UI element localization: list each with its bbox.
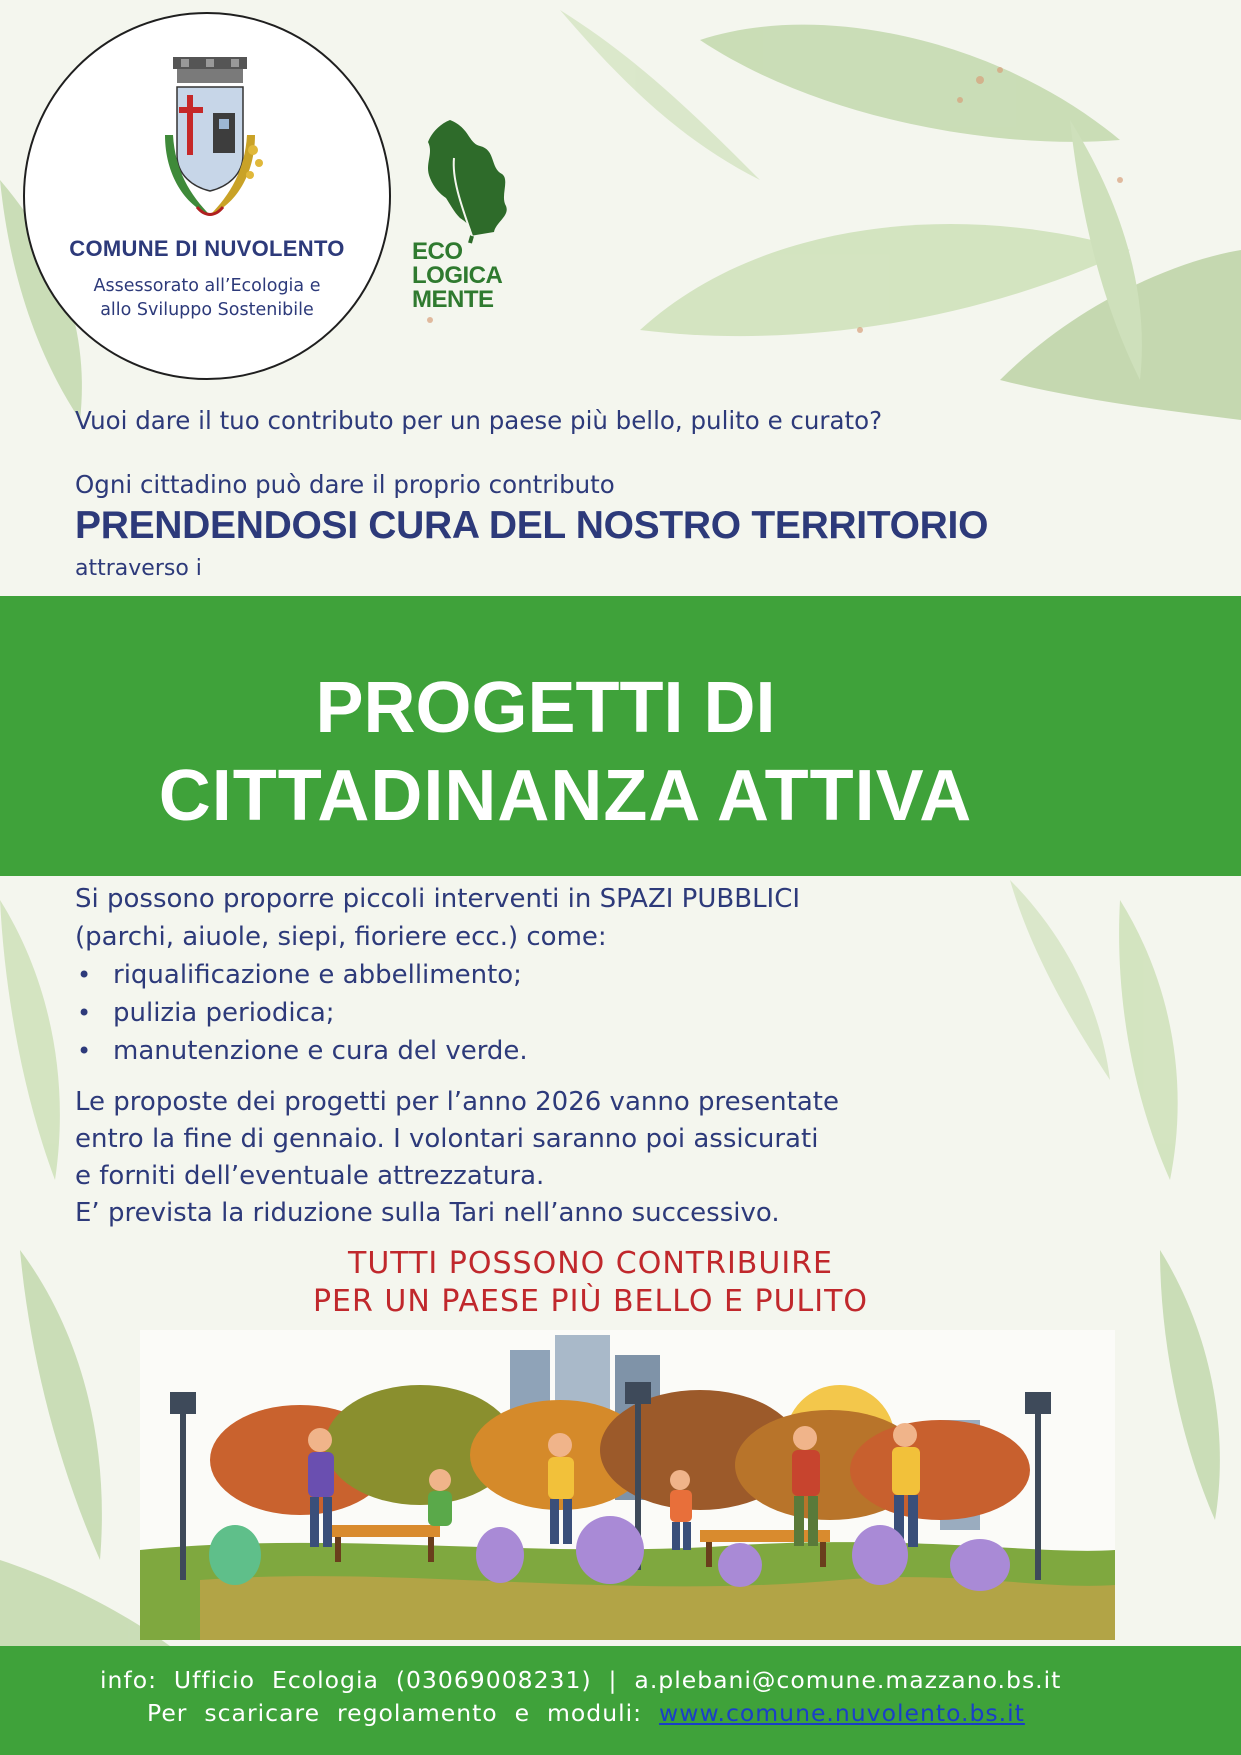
body-text bbox=[75, 880, 1175, 1232]
footer-download: Per scaricare regolamento e moduli: www.comune.nuvolento.bs.it bbox=[147, 1699, 1025, 1727]
list-item: • manutenzione e cura del verde. bbox=[75, 1032, 1175, 1070]
list-item: • riqualificazione e abbellimento; bbox=[75, 956, 1175, 994]
intro-attraverso: attraverso i bbox=[75, 556, 202, 581]
ecologicamente-wordmark: ECO LOGICA MENTE bbox=[412, 238, 503, 313]
banner-title bbox=[0, 664, 1241, 840]
footer-info: info: Ufficio Ecologia (03069008231) | a.plebani@comune.mazzano.bs.it bbox=[100, 1666, 1062, 1694]
banner-title-line2: CITTADINANZA ATTIVA bbox=[158, 756, 973, 836]
banner-title-line1: PROGETTI DI bbox=[315, 668, 776, 748]
intervention-list bbox=[75, 956, 1175, 1070]
body-lead-1: Si possono proporre piccoli interventi in SPAZI PUBBLICI bbox=[75, 884, 801, 914]
call-to-action: TUTTI POSSONO CONTRIBUIRE PER UN PAESE PIÙ BELLO E PULITO bbox=[312, 1246, 869, 1319]
volunteers-cleaning-park-illustration bbox=[140, 1330, 1115, 1640]
intro-question: Vuoi dare il tuo contributo per un paese più bello, pulito e curato? bbox=[75, 406, 883, 435]
intro-line: Ogni cittadino può dare il proprio contributo bbox=[75, 470, 615, 499]
coat-of-arms-icon bbox=[135, 55, 285, 225]
website-link[interactable]: www.comune.nuvolento.bs.it bbox=[659, 1699, 1025, 1727]
assessorato-label: Assessorato all’Ecologia e allo Sviluppo Sostenibile bbox=[93, 276, 321, 320]
comune-name: COMUNE DI NUVOLENTO bbox=[69, 236, 345, 261]
list-item: • pulizia periodica; bbox=[75, 994, 1175, 1032]
proposals-paragraph: Le proposte dei progetti per l’anno 2026 vanno presentate entro la fine di gennaio. I volontari saranno poi assicurati e forniti dell’eventuale attrezzatura. E’ prevista la riduzione sulla Tari nell’anno successivo. bbox=[75, 1087, 839, 1228]
intro-headline: PRENDENDOSI CURA DEL NOSTRO TERRITORIO bbox=[75, 504, 989, 547]
body-lead-2: (parchi, aiuole, siepi, fioriere ecc.) come: bbox=[75, 922, 607, 952]
footer-bar bbox=[0, 1646, 1241, 1755]
